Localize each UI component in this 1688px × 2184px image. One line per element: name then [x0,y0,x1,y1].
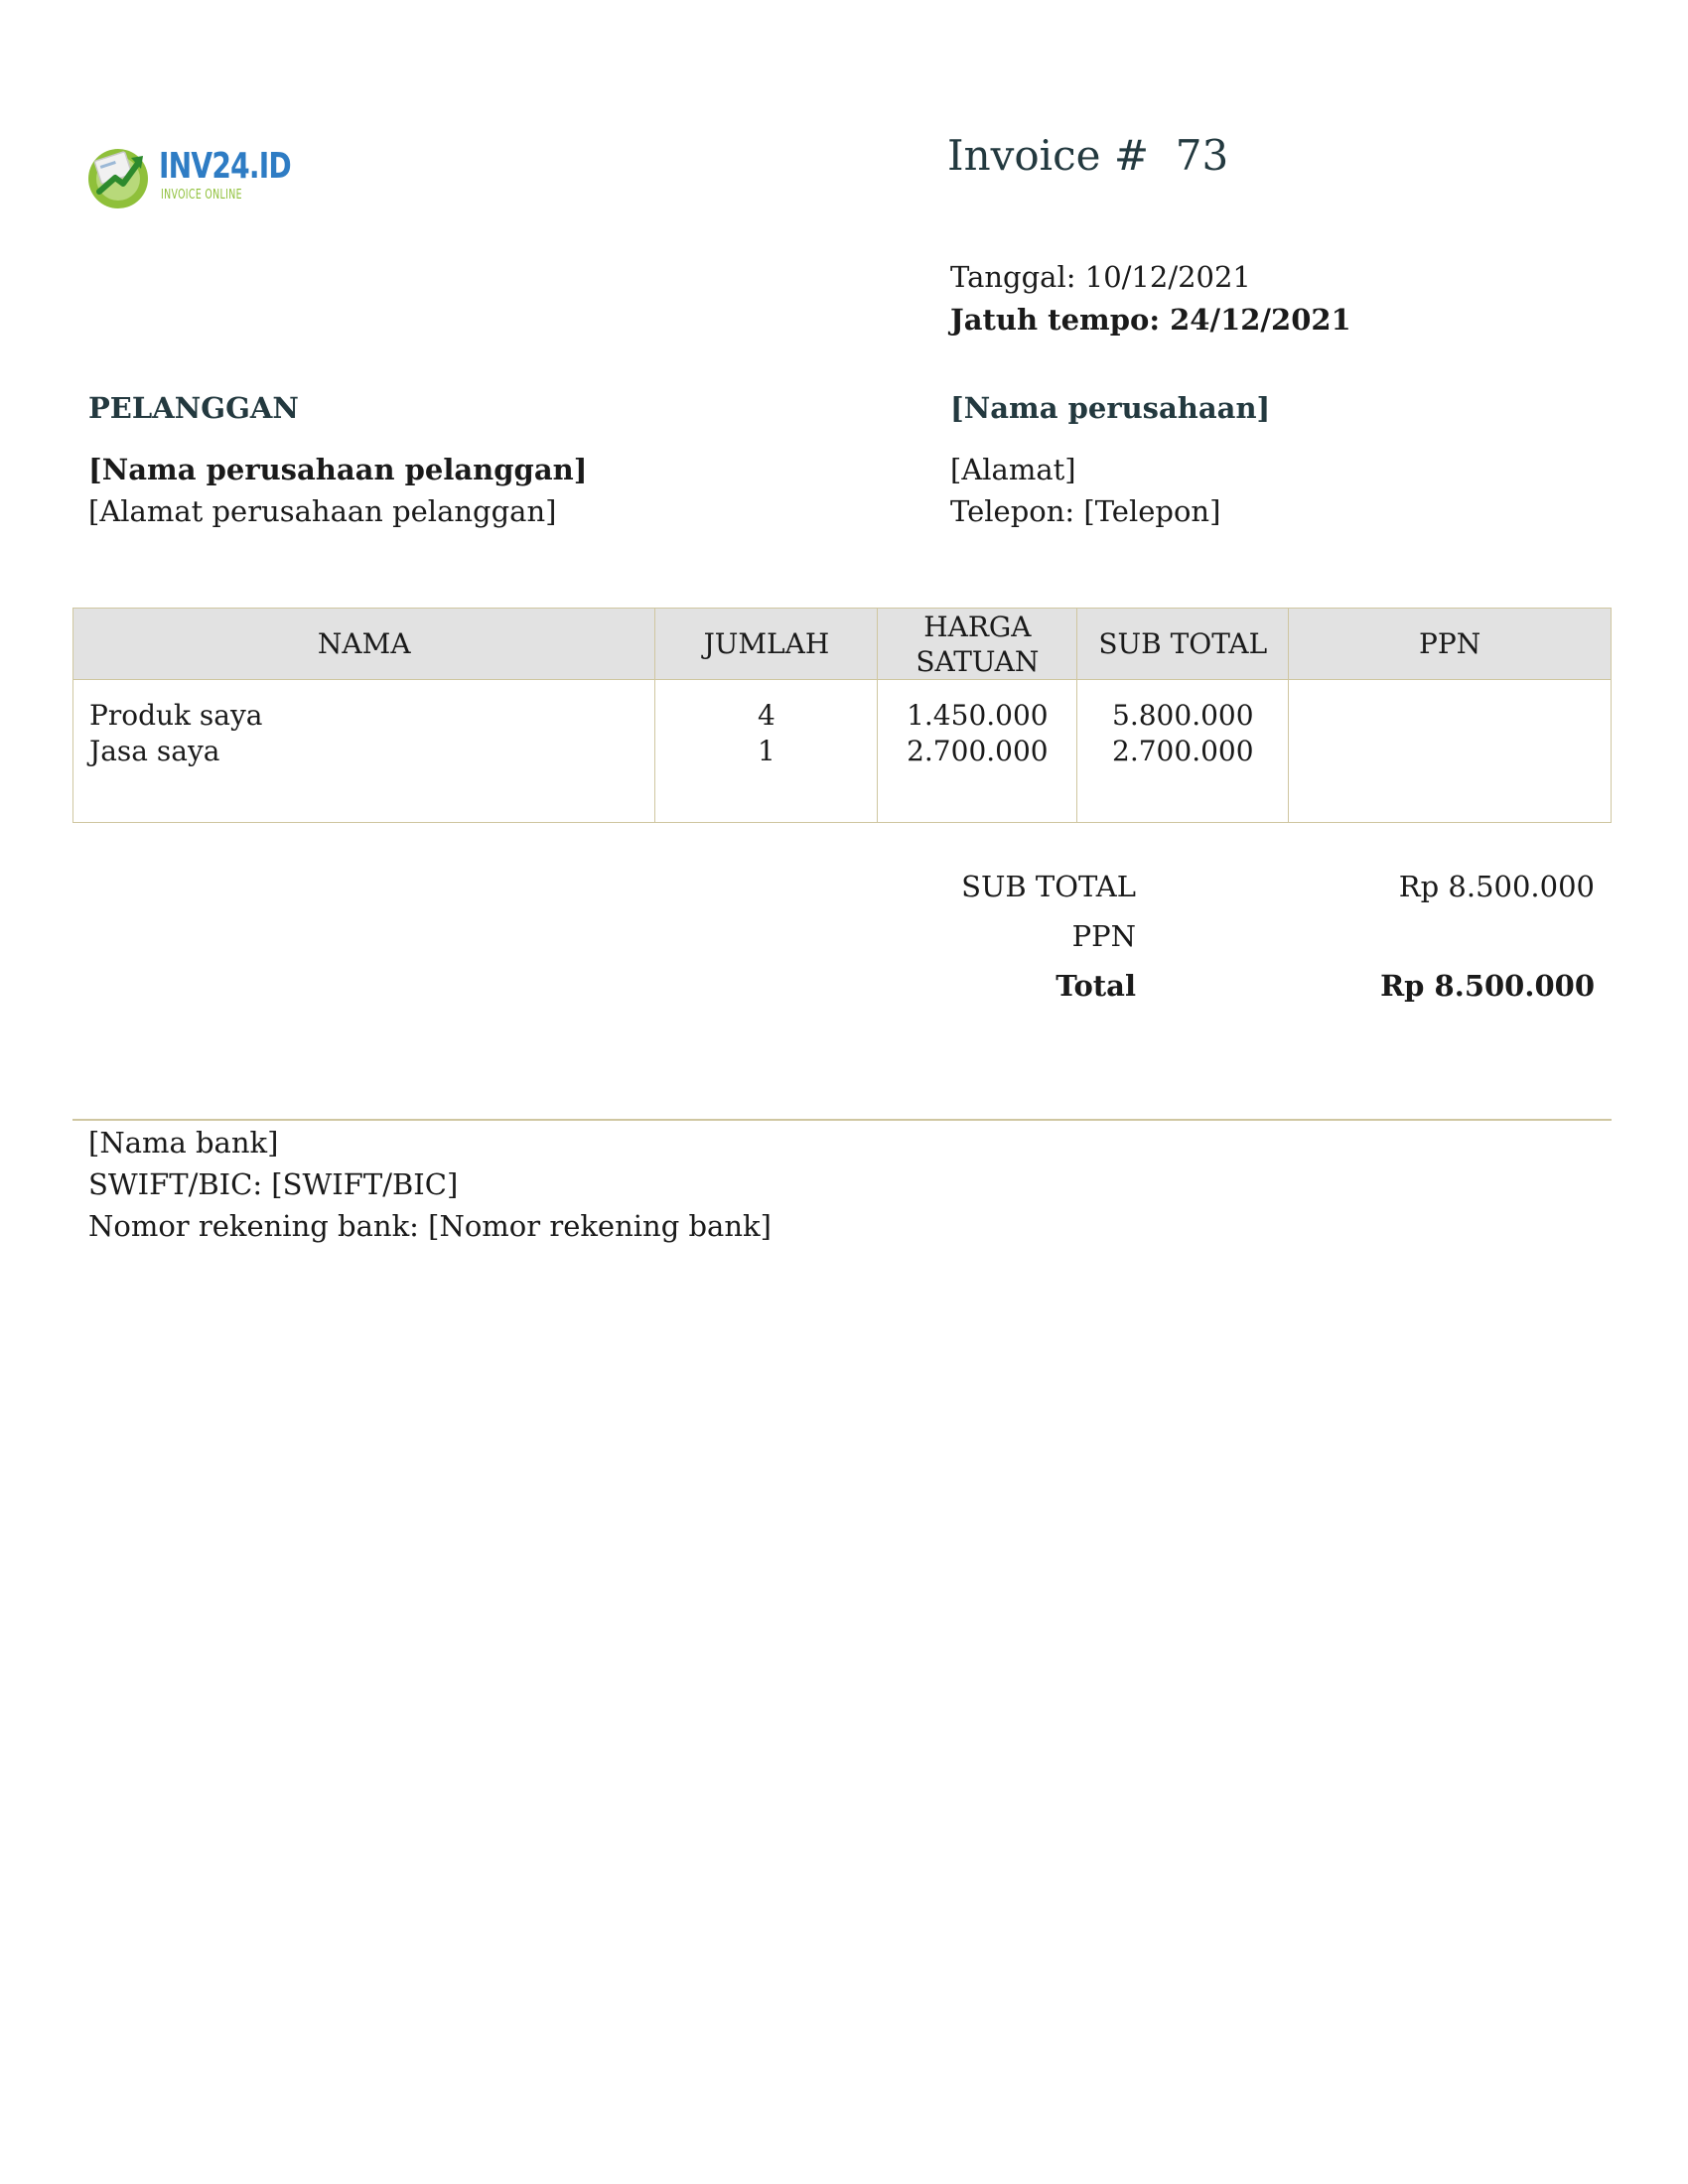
header-jumlah: JUMLAH [655,609,878,680]
header-harga-line2: SATUAN [915,644,1040,678]
bank-name: [Nama bank] [88,1126,279,1160]
brand-logo [83,142,291,215]
header-nama: NAMA [73,609,655,680]
header-harga-satuan [878,609,1077,680]
item-name: Produk saya [89,699,263,732]
invoice-title-prefix: Invoice # [947,131,1150,180]
totals-subtotal-value: Rp 8.500.000 [1398,870,1595,903]
invoice-date: Tanggal: 10/12/2021 [950,260,1251,294]
totals-block [894,870,1595,1019]
header-harga-line1: HARGA [923,610,1032,643]
items-table [72,608,1612,823]
header-ppn: PPN [1289,609,1612,680]
footer-divider [72,1119,1612,1121]
totals-ppn-row [894,919,1595,969]
table-header-row [73,609,1612,680]
bank-swift: SWIFT/BIC: [SWIFT/BIC] [88,1167,459,1201]
item-name: Jasa saya [89,735,220,767]
customer-name: [Nama perusahaan pelanggan] [88,453,588,486]
totals-total-row [894,969,1595,1019]
item-subtotal: 5.800.000 [1112,699,1254,732]
bank-account: Nomor rekening bank: [Nomor rekening bank] [88,1209,772,1243]
items-name-cell [73,680,655,823]
table-row [73,680,1612,823]
company-block [950,391,1270,532]
item-qty: 1 [758,735,775,767]
item-unit-price: 2.700.000 [907,735,1049,767]
invoice-title [947,131,1228,180]
item-qty: 4 [758,699,775,732]
company-phone: Telepon: [Telepon] [950,494,1221,528]
totals-ppn-label: PPN [1071,919,1136,953]
invoice-dates [950,256,1351,341]
items-unit-price-cell [878,680,1077,823]
item-unit-price: 1.450.000 [907,699,1049,732]
totals-subtotal-row [894,870,1595,919]
customer-section-label: PELANGGAN [88,391,299,425]
invoice-number: 73 [1175,131,1229,180]
totals-subtotal-label: SUB TOTAL [961,870,1136,903]
totals-total-label: Total [1055,969,1136,1003]
customer-address: [Alamat perusahaan pelanggan] [88,494,557,528]
logo-tagline: INVOICE ONLINE [161,188,242,203]
customer-block [88,391,587,532]
logo-brand-text: INV24.ID [159,146,291,187]
items-qty-cell [655,680,878,823]
logo-icon [83,142,153,211]
company-name: [Nama perusahaan] [950,391,1271,425]
items-subtotal-cell [1077,680,1289,823]
invoice-due-date: Jatuh tempo: 24/12/2021 [950,303,1351,337]
totals-total-value: Rp 8.500.000 [1380,969,1595,1003]
company-address: [Alamat] [950,453,1076,486]
item-subtotal: 2.700.000 [1112,735,1254,767]
header-subtotal: SUB TOTAL [1077,609,1289,680]
items-ppn-cell [1289,680,1612,823]
bank-block [88,1122,772,1247]
